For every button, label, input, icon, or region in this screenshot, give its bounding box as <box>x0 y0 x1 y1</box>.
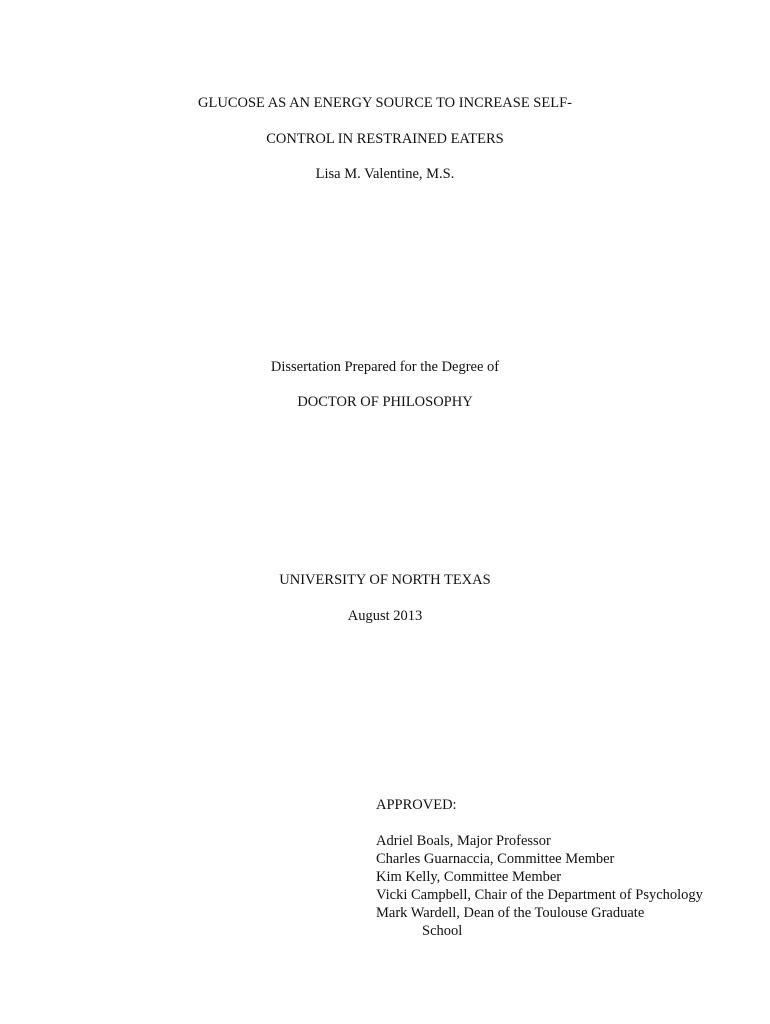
degree-name: DOCTOR OF PHILOSOPHY <box>297 394 473 410</box>
approver-committee-member-2: Kim Kelly, Committee Member <box>376 869 562 885</box>
approval-block <box>376 796 703 940</box>
title-line-2: CONTROL IN RESTRAINED EATERS <box>266 131 504 147</box>
prepared-for-text: Dissertation Prepared for the Degree of <box>270 359 500 375</box>
author-name: Lisa M. Valentine, M.S. <box>315 166 455 182</box>
title-line-1: GLUCOSE AS AN ENERGY SOURCE TO INCREASE SELF- <box>198 95 572 111</box>
approver-department-chair: Vicki Campbell, Chair of the Department of Psychology <box>376 887 703 903</box>
approved-heading: APPROVED: <box>376 797 457 813</box>
submission-date: August 2013 <box>347 608 423 624</box>
approver-graduate-dean: Mark Wardell, Dean of the Toulouse Graduate <box>376 905 645 921</box>
approver-committee-member-1: Charles Guarnaccia, Committee Member <box>376 851 615 867</box>
approver-major-professor: Adriel Boals, Major Professor <box>376 833 551 849</box>
approver-graduate-dean-continuation: School <box>422 923 463 939</box>
university-name: UNIVERSITY OF NORTH TEXAS <box>279 572 491 588</box>
